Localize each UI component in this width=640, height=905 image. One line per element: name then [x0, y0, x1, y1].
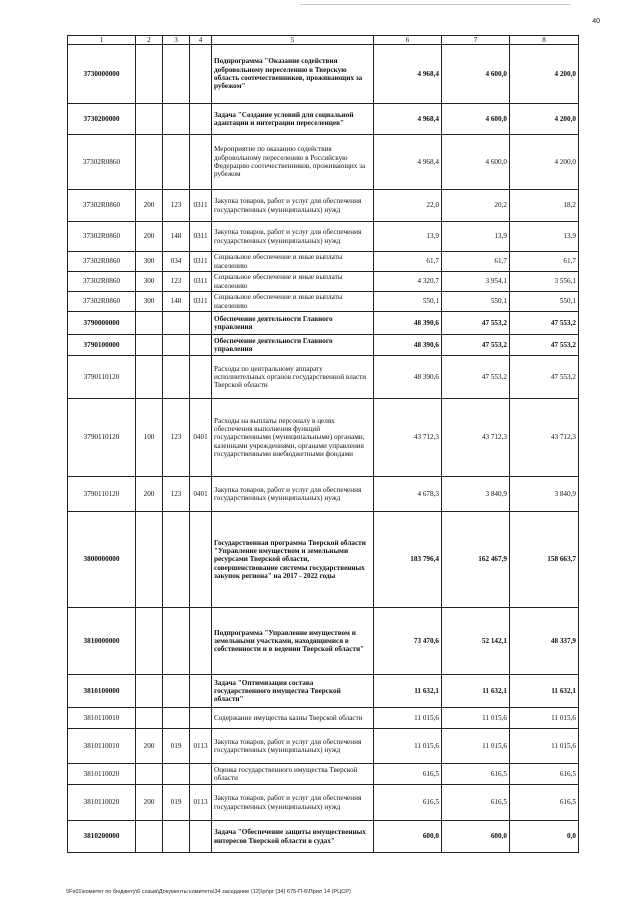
- table-row: [68, 45, 579, 104]
- amount-2021-cell: 11 015,6: [442, 729, 510, 764]
- budget-code-cell: 37302R0860: [68, 272, 136, 292]
- section-code-cell: [190, 675, 212, 708]
- budget-code-cell: 3790100000: [68, 335, 136, 356]
- amount-2021-cell: 616,5: [442, 785, 510, 821]
- budget-code-cell: 37302R0860: [68, 252, 136, 272]
- item-name-cell: Закупка товаров, работ и услуг для обеспечения государственных (муниципальных) нужд: [212, 785, 374, 821]
- section-code-cell: [190, 708, 212, 729]
- expense-type-cell: [136, 135, 163, 190]
- item-name-cell: Содержание имущества казны Тверской области: [212, 708, 374, 729]
- header-cell: 8: [510, 36, 579, 45]
- amount-2020-cell: 22,0: [374, 190, 442, 222]
- table-row: [68, 190, 579, 222]
- section-code-cell: [190, 104, 212, 135]
- item-name-cell: Социальное обеспечение и иные выплаты населению: [212, 272, 374, 292]
- table-row: [68, 222, 579, 252]
- expense-type-cell: 200: [136, 222, 163, 252]
- amount-2020-cell: 616,5: [374, 785, 442, 821]
- amount-2021-cell: 11 015,6: [442, 708, 510, 729]
- admin-code-cell: [163, 135, 190, 190]
- amount-2021-cell: 47 553,2: [442, 335, 510, 356]
- item-name-cell: Подпрограмма "Управление имуществом и земельными участками, находящимися в собственности и в ведении Тверской области": [212, 608, 374, 675]
- amount-2021-cell: 52 142,1: [442, 608, 510, 675]
- expense-type-cell: 300: [136, 272, 163, 292]
- table-row: [68, 785, 579, 821]
- budget-code-cell: 3790000000: [68, 312, 136, 335]
- expense-type-cell: [136, 335, 163, 356]
- amount-2021-cell: 43 712,3: [442, 399, 510, 477]
- section-code-cell: [190, 45, 212, 104]
- table-row: [68, 729, 579, 764]
- admin-code-cell: [163, 312, 190, 335]
- admin-code-cell: 019: [163, 785, 190, 821]
- table-row: [68, 356, 579, 399]
- item-name-cell: Расходы по центральному аппарату исполнительных органов государственной власти Тверской области: [212, 356, 374, 399]
- budget-code-cell: 3810200000: [68, 821, 136, 853]
- amount-2020-cell: 11 015,6: [374, 729, 442, 764]
- amount-2021-cell: 616,5: [442, 764, 510, 785]
- budget-code-cell: 37302R0860: [68, 135, 136, 190]
- amount-2022-cell: 616,5: [510, 764, 579, 785]
- amount-2020-cell: 48 390,6: [374, 312, 442, 335]
- expense-type-cell: 200: [136, 190, 163, 222]
- expense-type-cell: [136, 675, 163, 708]
- item-name-cell: Закупка товаров, работ и услуг для обеспечения государственных (муниципальных) нужд: [212, 222, 374, 252]
- item-name-cell: Социальное обеспечение и иные выплаты населению: [212, 292, 374, 312]
- amount-2020-cell: 43 712,3: [374, 399, 442, 477]
- item-name-cell: Оценка государственного имущества Тверской области: [212, 764, 374, 785]
- header-cell: 5: [212, 36, 374, 45]
- section-code-cell: 0311: [190, 252, 212, 272]
- admin-code-cell: 019: [163, 729, 190, 764]
- item-name-cell: Закупка товаров, работ и услуг для обеспечения государственных (муниципальных) нужд: [212, 729, 374, 764]
- file-path-footer: \\Fs01\комитет по бюджету\6 созыв\Документы комитета\34 заседание (12)\pr\pr (34) 675-П-6\Прил 14 (РЦСР): [66, 889, 351, 895]
- amount-2021-cell: 4 600,0: [442, 104, 510, 135]
- expense-type-cell: 200: [136, 477, 163, 512]
- header-cell: 4: [190, 36, 212, 45]
- amount-2022-cell: 13,9: [510, 222, 579, 252]
- expense-type-cell: 300: [136, 252, 163, 272]
- amount-2022-cell: 61,7: [510, 252, 579, 272]
- table-row: [68, 512, 579, 608]
- header-cell: 1: [68, 36, 136, 45]
- header-row: [68, 36, 579, 45]
- amount-2020-cell: 4 320,7: [374, 272, 442, 292]
- amount-2022-cell: 11 015,6: [510, 708, 579, 729]
- budget-code-cell: 3810110020: [68, 764, 136, 785]
- item-name-cell: Закупка товаров, работ и услуг для обеспечения государственных (муниципальных) нужд: [212, 477, 374, 512]
- amount-2020-cell: 11 015,6: [374, 708, 442, 729]
- item-name-cell: Мероприятие по оказанию содействия добровольному переселению в Российскую Федерацию соотечественников, проживающих за рубежом: [212, 135, 374, 190]
- budget-table: [67, 35, 579, 853]
- admin-code-cell: [163, 104, 190, 135]
- admin-code-cell: [163, 821, 190, 853]
- amount-2022-cell: 47 553,2: [510, 312, 579, 335]
- admin-code-cell: [163, 512, 190, 608]
- table-row: [68, 335, 579, 356]
- amount-2020-cell: 11 632,1: [374, 675, 442, 708]
- admin-code-cell: [163, 675, 190, 708]
- amount-2022-cell: 4 200,0: [510, 135, 579, 190]
- amount-2021-cell: 61,7: [442, 252, 510, 272]
- item-name-cell: Обеспечение деятельности Главного управления: [212, 335, 374, 356]
- expense-type-cell: [136, 608, 163, 675]
- section-code-cell: [190, 512, 212, 608]
- item-name-cell: Задача "Оптимизация состава государственного имущества Тверской области": [212, 675, 374, 708]
- admin-code-cell: [163, 356, 190, 399]
- section-code-cell: [190, 135, 212, 190]
- expense-type-cell: 200: [136, 785, 163, 821]
- amount-2020-cell: 73 470,6: [374, 608, 442, 675]
- budget-code-cell: 3730000000: [68, 45, 136, 104]
- table-row: [68, 104, 579, 135]
- expense-type-cell: [136, 312, 163, 335]
- item-name-cell: Закупка товаров, работ и услуг для обеспечения государственных (муниципальных) нужд: [212, 190, 374, 222]
- item-name-cell: Обеспечение деятельности Главного управления: [212, 312, 374, 335]
- table-row: [68, 675, 579, 708]
- amount-2022-cell: 616,5: [510, 785, 579, 821]
- admin-code-cell: 148: [163, 292, 190, 312]
- amount-2022-cell: 43 712,3: [510, 399, 579, 477]
- expense-type-cell: 100: [136, 399, 163, 477]
- item-name-cell: Расходы на выплаты персоналу в целях обеспечения выполнения функций государственными (муниципальными) органами, казенными учреждениями, органами управления государственными внебюджетными фондами: [212, 399, 374, 477]
- table-row: [68, 608, 579, 675]
- table-row: [68, 292, 579, 312]
- expense-type-cell: [136, 45, 163, 104]
- amount-2021-cell: 3 954,1: [442, 272, 510, 292]
- admin-code-cell: [163, 708, 190, 729]
- header-cell: 2: [136, 36, 163, 45]
- expense-type-cell: 200: [136, 729, 163, 764]
- admin-code-cell: [163, 764, 190, 785]
- expense-type-cell: [136, 104, 163, 135]
- expense-type-cell: [136, 764, 163, 785]
- budget-code-cell: 3810110010: [68, 708, 136, 729]
- item-name-cell: Задача "Создание условий для социальной адаптации и интеграции переселенцев": [212, 104, 374, 135]
- admin-code-cell: 123: [163, 399, 190, 477]
- budget-code-cell: 3810000000: [68, 608, 136, 675]
- amount-2021-cell: 550,1: [442, 292, 510, 312]
- amount-2021-cell: 47 553,2: [442, 312, 510, 335]
- admin-code-cell: 123: [163, 272, 190, 292]
- budget-code-cell: 37302R0860: [68, 190, 136, 222]
- section-code-cell: 0311: [190, 190, 212, 222]
- section-code-cell: 0113: [190, 785, 212, 821]
- table-row: [68, 272, 579, 292]
- amount-2021-cell: 20,2: [442, 190, 510, 222]
- amount-2020-cell: 616,5: [374, 764, 442, 785]
- amount-2022-cell: 0,0: [510, 821, 579, 853]
- table-row: [68, 708, 579, 729]
- header-cell: 7: [442, 36, 510, 45]
- amount-2020-cell: 13,9: [374, 222, 442, 252]
- amount-2021-cell: 4 600,0: [442, 135, 510, 190]
- amount-2021-cell: 3 840,9: [442, 477, 510, 512]
- expense-type-cell: [136, 708, 163, 729]
- budget-code-cell: 3730200000: [68, 104, 136, 135]
- amount-2022-cell: 47 553,2: [510, 356, 579, 399]
- amount-2022-cell: 48 337,9: [510, 608, 579, 675]
- table-row: [68, 477, 579, 512]
- amount-2020-cell: 4 678,3: [374, 477, 442, 512]
- amount-2021-cell: 13,9: [442, 222, 510, 252]
- amount-2020-cell: 48 390,6: [374, 356, 442, 399]
- budget-code-cell: 3810110020: [68, 785, 136, 821]
- admin-code-cell: 034: [163, 252, 190, 272]
- amount-2022-cell: 11 015,6: [510, 729, 579, 764]
- amount-2020-cell: 4 968,4: [374, 135, 442, 190]
- section-code-cell: [190, 335, 212, 356]
- section-code-cell: 0311: [190, 272, 212, 292]
- header-cell: 3: [163, 36, 190, 45]
- budget-code-cell: 37302R0860: [68, 292, 136, 312]
- expense-type-cell: 300: [136, 292, 163, 312]
- amount-2021-cell: 47 553,2: [442, 356, 510, 399]
- amount-2022-cell: 4 200,0: [510, 104, 579, 135]
- budget-code-cell: 3790110120: [68, 399, 136, 477]
- expense-type-cell: [136, 821, 163, 853]
- admin-code-cell: [163, 335, 190, 356]
- amount-2022-cell: 3 556,1: [510, 272, 579, 292]
- budget-code-cell: 37302R0860: [68, 222, 136, 252]
- amount-2022-cell: 18,2: [510, 190, 579, 222]
- amount-2022-cell: 550,1: [510, 292, 579, 312]
- amount-2020-cell: 183 796,4: [374, 512, 442, 608]
- amount-2021-cell: 600,0: [442, 821, 510, 853]
- amount-2021-cell: 162 467,9: [442, 512, 510, 608]
- amount-2020-cell: 4 968,4: [374, 45, 442, 104]
- amount-2022-cell: 3 840,9: [510, 477, 579, 512]
- top-scan-rule: [300, 4, 570, 5]
- expense-type-cell: [136, 356, 163, 399]
- budget-code-cell: 3800000000: [68, 512, 136, 608]
- budget-code-cell: 3810110010: [68, 729, 136, 764]
- header-cell: 6: [374, 36, 442, 45]
- amount-2020-cell: 61,7: [374, 252, 442, 272]
- budget-code-cell: 3810100000: [68, 675, 136, 708]
- item-name-cell: Задача "Обеспечение защиты имущественных интересов Тверской области в судах": [212, 821, 374, 853]
- section-code-cell: 0401: [190, 477, 212, 512]
- admin-code-cell: [163, 45, 190, 104]
- table-row: [68, 312, 579, 335]
- table-row: [68, 252, 579, 272]
- section-code-cell: [190, 312, 212, 335]
- page-number: 40: [592, 18, 600, 25]
- amount-2022-cell: 4 200,0: [510, 45, 579, 104]
- admin-code-cell: [163, 608, 190, 675]
- amount-2021-cell: 11 632,1: [442, 675, 510, 708]
- section-code-cell: [190, 821, 212, 853]
- amount-2020-cell: 600,0: [374, 821, 442, 853]
- amount-2022-cell: 47 553,2: [510, 335, 579, 356]
- amount-2020-cell: 48 390,6: [374, 335, 442, 356]
- budget-code-cell: 3790110120: [68, 477, 136, 512]
- amount-2022-cell: 158 663,7: [510, 512, 579, 608]
- section-code-cell: 0401: [190, 399, 212, 477]
- section-code-cell: [190, 608, 212, 675]
- amount-2020-cell: 550,1: [374, 292, 442, 312]
- amount-2022-cell: 11 632,1: [510, 675, 579, 708]
- amount-2020-cell: 4 968,4: [374, 104, 442, 135]
- table-row: [68, 764, 579, 785]
- section-code-cell: [190, 764, 212, 785]
- item-name-cell: Государственная программа Тверской области "Управление имуществом и земельными ресурсами Тверской области, совершенствование системы государственных закупок региона" на 2017 - 2022 годы: [212, 512, 374, 608]
- table-row: [68, 135, 579, 190]
- table-row: [68, 399, 579, 477]
- budget-code-cell: 3790110120: [68, 356, 136, 399]
- item-name-cell: Социальное обеспечение и иные выплаты населению: [212, 252, 374, 272]
- item-name-cell: Подпрограмма "Оказание содействия добровольному переселению в Тверскую область соотечественников, проживающих за рубежом": [212, 45, 374, 104]
- section-code-cell: 0113: [190, 729, 212, 764]
- table-row: [68, 821, 579, 853]
- admin-code-cell: 148: [163, 222, 190, 252]
- admin-code-cell: 123: [163, 190, 190, 222]
- section-code-cell: 0311: [190, 222, 212, 252]
- admin-code-cell: 123: [163, 477, 190, 512]
- section-code-cell: [190, 356, 212, 399]
- section-code-cell: 0311: [190, 292, 212, 312]
- expense-type-cell: [136, 512, 163, 608]
- amount-2021-cell: 4 600,0: [442, 45, 510, 104]
